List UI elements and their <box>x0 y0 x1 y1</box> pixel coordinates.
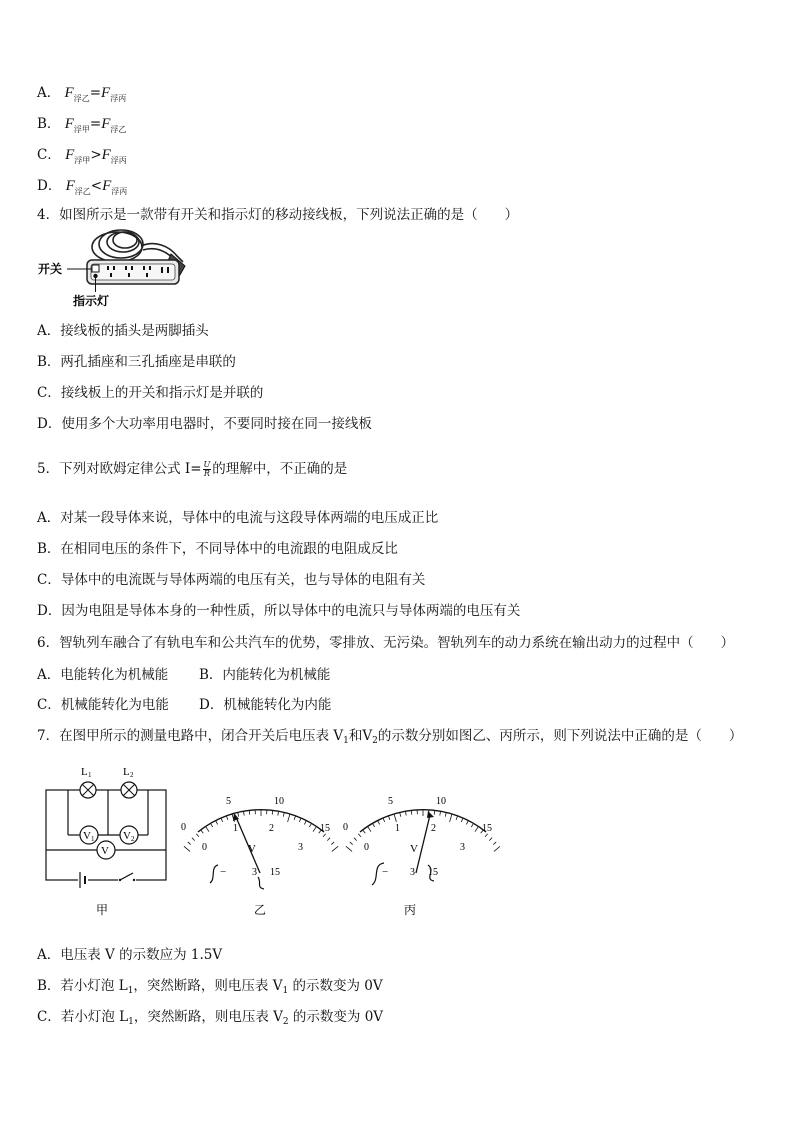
inner-scale-label: 3 <box>298 842 303 853</box>
inner-scale-label: 2 <box>431 823 436 834</box>
q3-option-c <box>37 146 127 166</box>
bulb-subscript: 1 <box>88 771 92 779</box>
dial-tick <box>323 834 326 837</box>
stem-text: 的示数分别如图乙、丙所示，则下列说法中正确的是（ ） <box>377 728 743 744</box>
q5-stem <box>37 460 347 478</box>
dial-tick <box>201 830 203 833</box>
q7-stem <box>37 727 742 747</box>
inner-scale-label: 0 <box>364 842 369 853</box>
terminal-label: 15 <box>428 867 438 878</box>
dial-tick <box>354 838 357 841</box>
subscript: 1 <box>343 736 349 746</box>
option-text: 的示数变为 0V <box>288 1009 384 1025</box>
force-subscript: 浮丙 <box>110 156 127 165</box>
dial-tick <box>434 811 435 815</box>
q5-option-d: D．因为电阻是导体本身的一种性质，所以导体中的电流只与导体两端的电压有关 <box>37 603 521 619</box>
dial-tick <box>309 824 311 828</box>
figure-label-yi: 乙 <box>254 903 267 917</box>
dial-tick <box>332 846 338 851</box>
meter-symbol: V <box>410 843 418 855</box>
dial-tick <box>299 818 301 822</box>
force-symbol: F <box>65 178 75 194</box>
inner-scale-label: 1 <box>395 823 400 834</box>
subscript: 2 <box>372 736 378 746</box>
dial-tick <box>485 834 488 837</box>
q7-option-a: A．电压表 V 的示数应为 1.5V <box>37 947 223 963</box>
dial-tick <box>331 842 334 845</box>
dial-tick <box>471 824 473 828</box>
switch-icon <box>92 265 99 272</box>
operator: > <box>90 147 102 163</box>
dial-tick <box>313 827 316 832</box>
outer-scale-label: 15 <box>482 823 492 834</box>
option-letter: C． <box>37 147 61 163</box>
dial-tick <box>184 846 190 851</box>
dial-tick <box>188 842 191 845</box>
q5-option-c: C．导体中的电流既与导体两端的电压有关，也与导体的电阻有关 <box>37 572 426 588</box>
force-subscript: 浮乙 <box>73 94 90 103</box>
option-text: 的示数变为 0V <box>288 978 383 994</box>
force-symbol: F <box>101 85 111 101</box>
figure-label-bing: 丙 <box>404 903 417 917</box>
meter-needle <box>416 815 430 873</box>
outer-scale-label: 15 <box>320 823 330 834</box>
subscript: 1 <box>127 986 134 996</box>
dial-tick <box>221 818 223 822</box>
dial-tick <box>244 812 245 816</box>
option-text: C．若小灯泡 L <box>37 1009 129 1025</box>
dial-tick <box>272 811 273 815</box>
terminal-label: 15 <box>270 867 280 878</box>
force-symbol: F <box>101 116 111 132</box>
dial-tick <box>368 827 371 832</box>
outer-scale-label: 0 <box>181 822 186 833</box>
force-symbol: F <box>65 147 75 163</box>
voltmeter-v2-icon <box>120 826 138 844</box>
q3-option-d <box>37 177 127 197</box>
operator: = <box>89 116 102 132</box>
force-symbol: F <box>101 147 111 163</box>
power-strip-figure <box>37 222 187 314</box>
dial-tick <box>211 824 213 828</box>
voltmeter-dial-bing <box>343 796 500 885</box>
bulb-l1-icon <box>80 782 96 798</box>
stem-text: 5．下列对欧姆定律公式 I= <box>37 461 202 477</box>
force-symbol: F <box>64 116 74 132</box>
meter-letter: V <box>83 830 91 842</box>
terminal-label: 3 <box>410 867 415 878</box>
dial-tick <box>456 816 457 820</box>
indicator-light-icon <box>93 274 97 278</box>
bulb-label: L <box>123 766 130 778</box>
operator: = <box>89 85 102 101</box>
outer-scale-label: 0 <box>343 822 348 833</box>
q6-option-b: B．内能转化为机械能 <box>199 667 331 683</box>
bulb-subscript: 2 <box>130 771 134 779</box>
operator: < <box>90 178 103 194</box>
option-text: B．若小灯泡 L <box>37 978 128 994</box>
dial-tick <box>466 821 468 825</box>
q4-stem: 4．如图所示是一款带有开关和指示灯的移动接线板，下列说法正确的是（ ） <box>37 207 519 223</box>
meter-letter: V <box>123 830 131 842</box>
voltmeter-dial-yi <box>181 796 338 889</box>
force-subscript: 浮甲 <box>74 156 91 165</box>
dial-tick <box>327 838 330 841</box>
subscript: 2 <box>282 1017 289 1027</box>
q4-option-c: C．接线板上的开关和指示灯是并联的 <box>37 385 264 401</box>
dial-tick <box>400 813 401 817</box>
dial-tick <box>216 821 218 825</box>
dial-tick <box>249 811 250 815</box>
outer-scale-label: 10 <box>274 796 284 807</box>
meter-letter: V <box>101 845 109 857</box>
force-subscript: 浮甲 <box>73 125 90 134</box>
indicator-label: 指示灯 <box>73 294 110 308</box>
q7-figure <box>30 755 500 925</box>
q6-option-a: A．电能转化为机械能 <box>37 667 169 683</box>
subscript: 1 <box>128 1017 134 1027</box>
q6-options-row-1 <box>37 666 437 684</box>
dial-tick <box>389 816 390 820</box>
dial-tick <box>294 816 295 820</box>
ohm-law-fraction <box>203 461 212 478</box>
dial-tick <box>238 813 239 817</box>
dial-tick <box>493 842 496 845</box>
option-letter: D． <box>37 178 62 194</box>
bulb-label: L <box>81 766 88 778</box>
stem-text: 的理解中，不正确的是 <box>212 461 348 477</box>
q6-option-c: C．机械能转化为电能 <box>37 697 169 713</box>
q4-option-a: A．接线板的插头是两脚插头 <box>37 323 209 339</box>
figure-label-jia: 甲 <box>96 903 109 917</box>
dial-tick <box>283 813 284 817</box>
force-subscript: 浮乙 <box>74 187 91 196</box>
q6-stem: 6．智轨列车融合了有轨电车和公共汽车的优势，零排放、无污染。智轨列车的动力系统在输出动力的过程中（ ） <box>37 635 735 651</box>
terminal-label: 3 <box>252 867 257 878</box>
dial-tick <box>373 824 375 828</box>
stem-text: 7．在图甲所示的测量电路中，闭合开关后电压表 V <box>37 728 344 744</box>
inner-scale-label: 3 <box>460 842 465 853</box>
q5-option-b: B．在相同电压的条件下，不同导体中的电流跟的电阻成反比 <box>37 541 398 557</box>
q6-options-row-2 <box>37 696 437 714</box>
fraction-numerator: U <box>203 460 211 469</box>
force-symbol: F <box>102 178 112 194</box>
force-subscript: 浮乙 <box>110 125 127 134</box>
meter-needle <box>236 817 260 873</box>
dial-tick <box>489 838 492 841</box>
q3-option-b <box>37 115 126 135</box>
terminal-label: − <box>382 866 389 878</box>
bulb-l2-icon <box>121 782 137 798</box>
switch-icon <box>118 870 136 884</box>
option-letter: B． <box>37 116 61 132</box>
dial-tick <box>346 846 352 851</box>
inner-scale-label: 0 <box>202 842 207 853</box>
dial-tick <box>450 814 452 822</box>
q6-option-d: D．机械能转化为内能 <box>199 697 332 713</box>
option-text: ，突然断路，则电压表 V <box>133 1009 283 1025</box>
dial-tick <box>440 812 441 816</box>
fraction-denominator: R <box>203 469 210 478</box>
dial-tick <box>406 812 407 816</box>
dial-tick <box>227 816 228 820</box>
inner-scale-label: 2 <box>269 823 274 834</box>
meter-subscript: 1 <box>91 835 95 843</box>
dial-tick <box>411 811 412 815</box>
q5-option-a: A．对某一段导体来说，导体中的电流与这段导体两端的电压成正比 <box>37 510 439 526</box>
force-symbol: F <box>64 85 74 101</box>
voltmeter-v1-icon <box>80 826 98 844</box>
dial-tick <box>475 827 478 832</box>
dial-tick <box>383 818 385 822</box>
dial-tick <box>445 813 446 817</box>
meter-subscript: 2 <box>131 835 135 843</box>
switch-label: 开关 <box>38 262 63 276</box>
dial-tick <box>394 814 396 822</box>
option-letter: A． <box>37 85 61 101</box>
force-subscript: 浮丙 <box>111 187 128 196</box>
voltmeter-v-icon <box>97 841 115 859</box>
force-subscript: 浮丙 <box>110 94 127 103</box>
circuit-diagram <box>46 790 166 880</box>
q7-option-b <box>37 977 383 997</box>
dial-tick <box>378 821 380 825</box>
strip-body <box>87 260 179 284</box>
stem-text: 和V <box>348 728 373 744</box>
dial-tick <box>192 838 195 841</box>
subscript: 1 <box>282 986 289 996</box>
dial-tick <box>358 834 361 837</box>
q4-option-b: B．两孔插座和三孔插座是串联的 <box>37 354 236 370</box>
dial-tick <box>363 830 365 833</box>
meter-symbol: V <box>248 843 256 855</box>
dial-tick <box>206 827 209 832</box>
option-text: ，突然断路，则电压表 V <box>133 978 283 994</box>
q7-option-c <box>37 1008 383 1028</box>
dial-tick <box>288 814 290 822</box>
dial-tick <box>350 842 353 845</box>
battery-icon <box>78 872 88 888</box>
dial-tick <box>461 818 463 822</box>
q3-option-a <box>37 84 126 104</box>
outer-scale-label: 10 <box>436 796 446 807</box>
dial-tick <box>304 821 306 825</box>
outer-scale-label: 5 <box>226 796 231 807</box>
dial-tick <box>494 846 500 851</box>
terminal-label: − <box>220 866 227 878</box>
inner-scale-label: 1 <box>233 823 238 834</box>
dial-tick <box>278 812 279 816</box>
dial-tick <box>196 834 199 837</box>
outer-scale-label: 5 <box>388 796 393 807</box>
q4-option-d: D．使用多个大功率用电器时，不要同时接在同一接线板 <box>37 416 372 432</box>
